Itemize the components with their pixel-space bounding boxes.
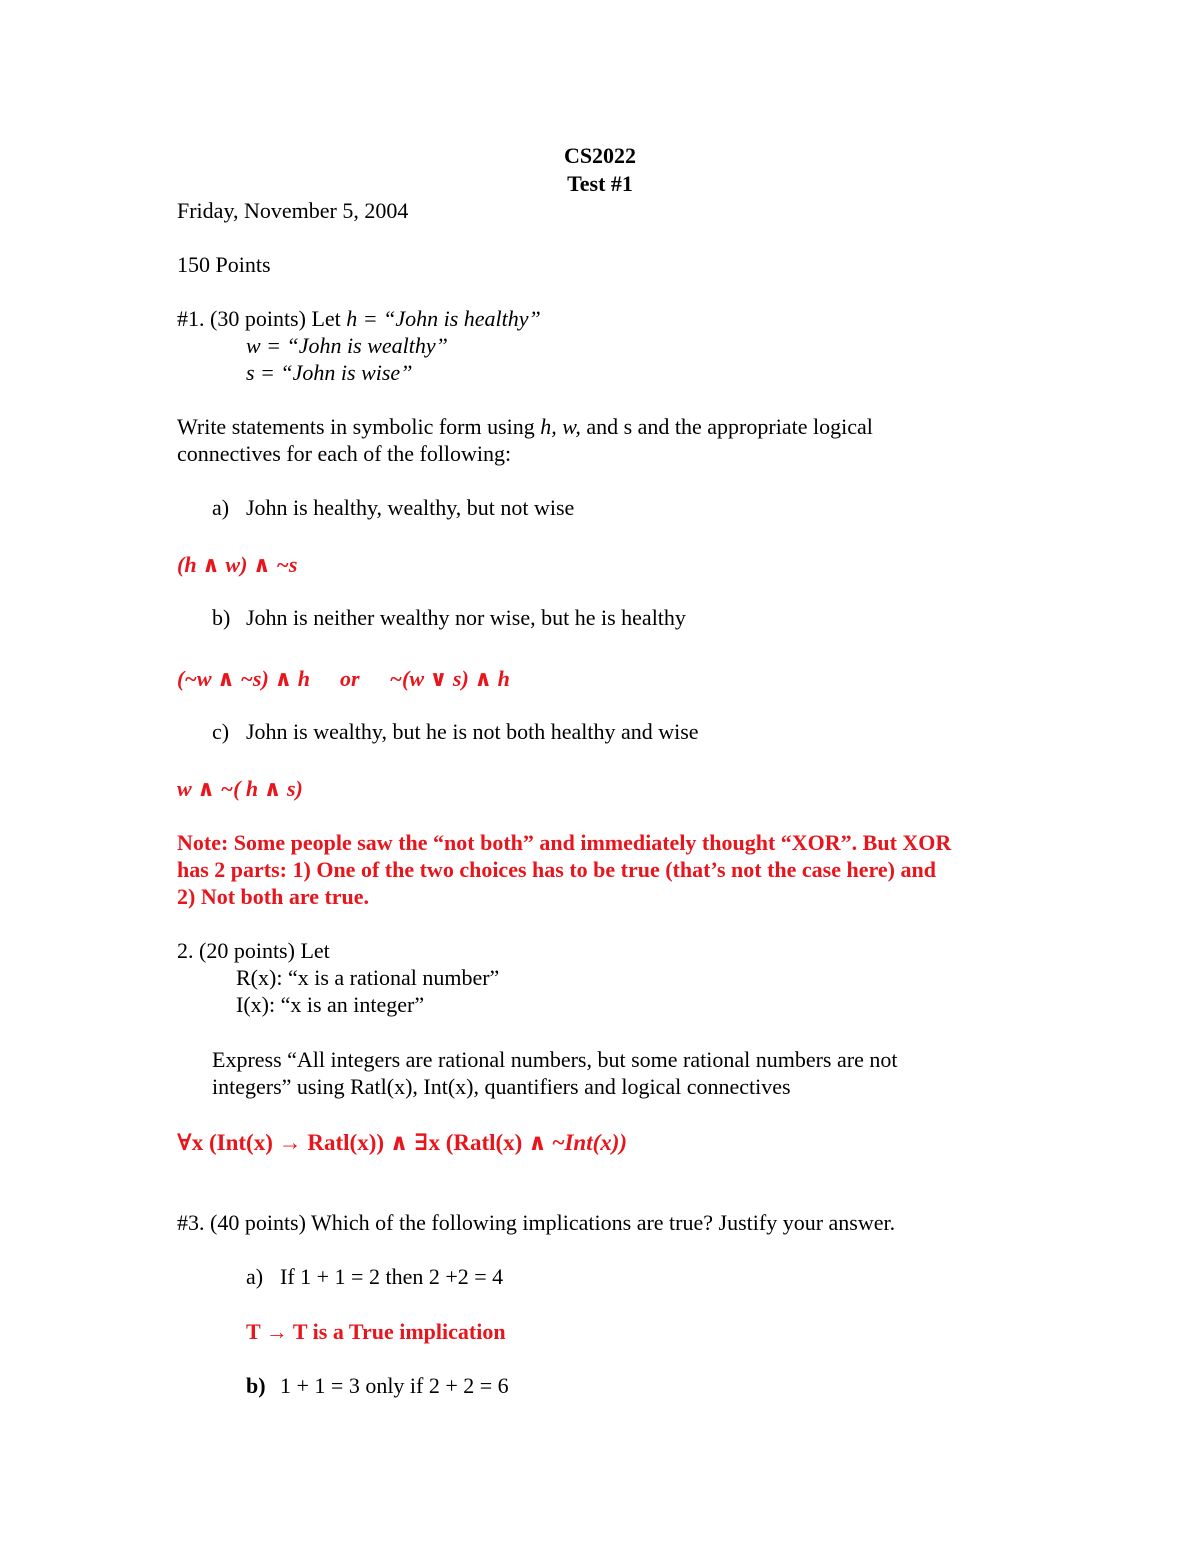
q2-i-definition: I(x): “x is an integer” [236,992,425,1017]
q1-answer-b-option2: ~(w ∨ s) ∧ h [389,666,510,691]
q3-item-b-text: 1 + 1 = 3 only if 2 + 2 = 6 [280,1373,509,1398]
q1-intro [177,305,541,332]
q1-item-b [212,604,686,631]
q1-instructions-line1 [177,413,873,440]
q1-item-b-text: John is neither wealthy nor wise, but he is healthy [246,605,686,630]
q1-answer-a: (h ∧ w) ∧ ~s [177,552,298,577]
q3-item-a [246,1263,503,1290]
q1-item-c-text: John is wealthy, but he is not both healthy and wise [246,719,699,744]
q3-item-a-text: If 1 + 1 = 2 then 2 +2 = 4 [280,1264,504,1289]
q3-item-b [246,1372,509,1399]
q1-item-b-label: b) [212,605,231,630]
q3-item-a-label: a) [246,1264,264,1289]
q1-answer-b-option1: (~w ∧ ~s) ∧ h [177,666,310,691]
q1-answer-b-or: or [339,666,360,691]
q3-answer-a: T → T is a True implication [246,1319,506,1344]
q2-answer [177,1129,627,1156]
course-title: CS2022 [563,143,637,168]
q1-item-c-label: c) [212,719,230,744]
q1-note-line1: Note: Some people saw the “not both” and immediately thought “XOR”. But XOR [177,830,952,855]
q2-express-line1: Express “All integers are rational numbers, but some rational numbers are not [212,1047,898,1072]
q3-item-b-label: b) [246,1373,266,1398]
q2-answer-main: ∀x (Int(x) → Ratl(x)) ∧ ∃x (Ratl(x) ∧ ~ [177,1130,565,1155]
q1-item-c [212,718,699,745]
q1-intro-prefix: #1. (30 points) Let [177,306,347,331]
q1-instr-part-a: Write statements in symbolic form using [177,414,541,439]
test-title: Test #1 [567,171,633,196]
q1-answer-b [177,665,510,692]
q1-instructions-line2: connectives for each of the following: [177,441,512,466]
q1-note-line3: 2) Not both are true. [177,884,370,909]
test-date: Friday, November 5, 2004 [177,198,409,223]
q1-instr-part-c: and s and the appropriate logical [580,414,873,439]
q1-item-a [212,494,574,521]
total-points: 150 Points [177,252,271,277]
q1-answer-c: w ∧ ~( h ∧ s) [177,776,303,801]
q3-intro: #3. (40 points) Which of the following implications are true? Justify your answer. [177,1210,896,1235]
q1-w-definition: w = “John is wealthy” [246,333,448,358]
q1-s-definition: s = “John is wise” [246,360,413,385]
q2-intro: 2. (20 points) Let [177,938,330,963]
q1-item-a-text: John is healthy, wealthy, but not wise [246,495,575,520]
q1-item-a-label: a) [212,495,230,520]
q2-express-line2: integers” using Ratl(x), Int(x), quantifiers and logical connectives [212,1074,791,1099]
q1-instr-part-b: h, w, [540,414,581,439]
q2-answer-tail: Int(x)) [564,1130,628,1155]
q1-note-line2: has 2 parts: 1) One of the two choices has to be true (that’s not the case here) and [177,857,936,882]
q2-r-definition: R(x): “x is a rational number” [236,965,500,990]
q1-h-definition: h = “John is healthy” [346,306,541,331]
